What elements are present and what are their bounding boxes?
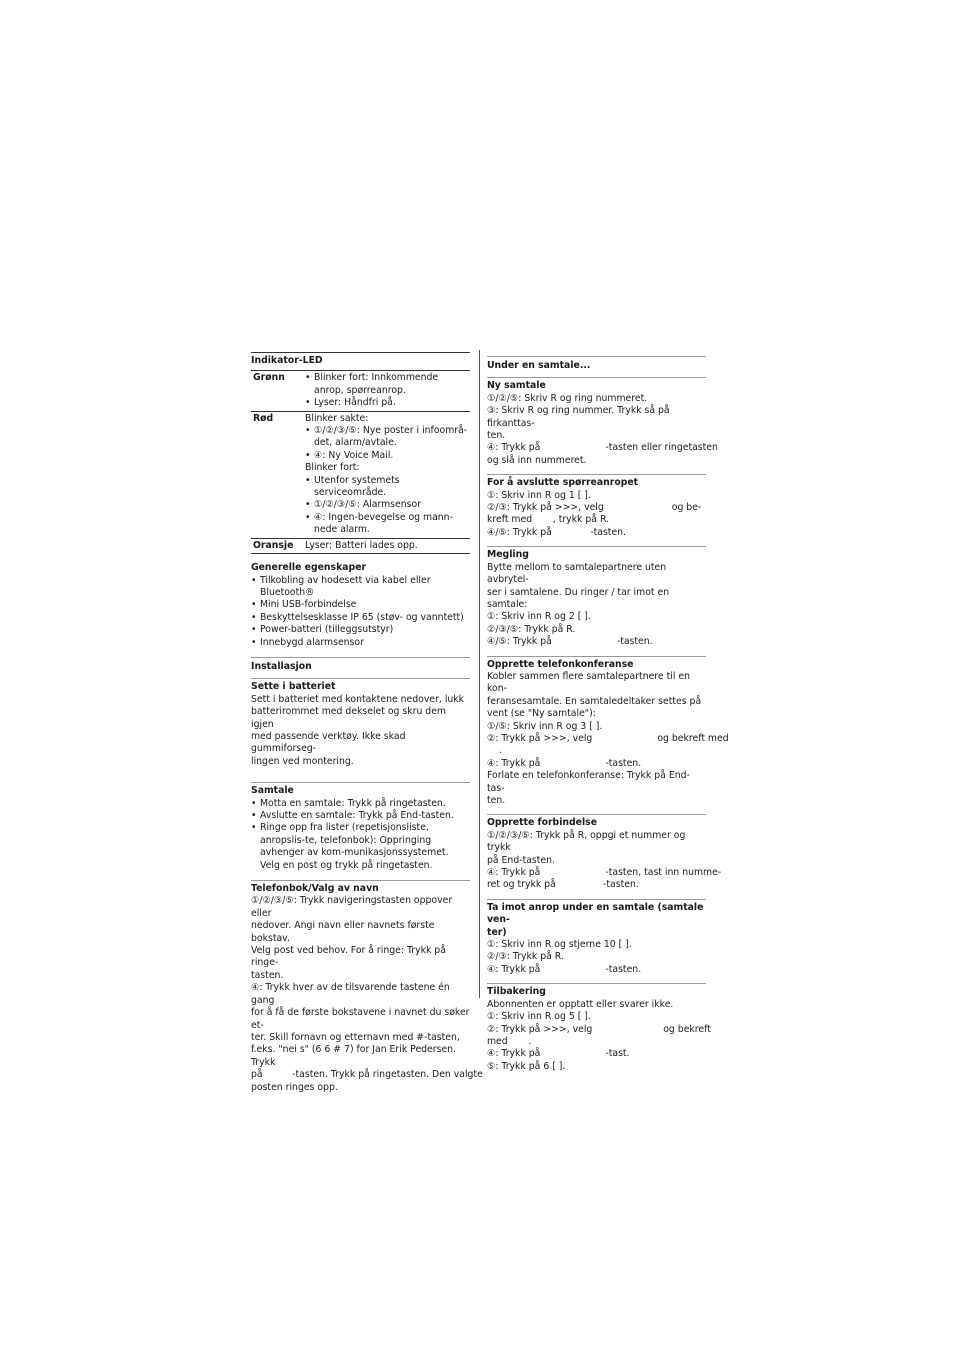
text-line: ten.: [487, 795, 506, 806]
text-line: ①: Skriv inn R og stjerne 10 [ ].: [487, 939, 632, 951]
text-line: Velg post ved behov. For å ringe: Trykk på ringe-: [251, 945, 446, 969]
endinquiry-section: [487, 474, 706, 539]
endinquiry-title: For å avslutte spørreanropet: [487, 477, 639, 489]
text-line: ①: Skriv inn R og 2 [ ].: [487, 611, 591, 623]
waiting-title: Ta imot anrop under en samtale (samtale ven-: [487, 901, 704, 926]
list-item: • Motta en samtale: Trykk på ringetasten.: [251, 798, 470, 810]
installation-section: [251, 657, 470, 673]
text-line: ④: Trykk på -tasten, tast inn numme-: [487, 867, 722, 879]
led-item: • Utenfor systemets serviceområde.: [305, 475, 470, 500]
led-row-green: [251, 371, 470, 411]
text-line: og slå inn nummeret.: [487, 454, 587, 466]
led-row-orange: [251, 538, 470, 553]
calls-title: Samtale: [251, 785, 294, 797]
text-line: posten ringes opp.: [251, 1081, 338, 1093]
text-line: kreft med , trykk på R.: [487, 514, 610, 526]
newcall-section: [487, 377, 718, 467]
waiting-section: [487, 899, 706, 976]
text-line: ser i samtalene. Du ringer / tar imot en samtale:: [487, 586, 670, 610]
text-line: ter. Skill fornavn og etternavn med #-tasten,: [251, 1031, 460, 1043]
text-line: ④: Trykk på -tasten eller ringetasten: [487, 442, 718, 454]
led-item: • ④: Ingen-bevegelse og mann-nede alarm.: [305, 512, 470, 537]
callback-section: [487, 983, 711, 1073]
calls-section: [251, 782, 470, 872]
text-line: ⑤: Trykk på 6 [ ].: [487, 1060, 566, 1072]
text-line: med passende verktøy. Ikke skad gummiforseg-: [251, 730, 406, 755]
text-line: ③: Skriv R og ring nummer. Trykk så på firkanttas-: [487, 405, 670, 429]
calls-list: [251, 798, 470, 872]
led-title: Indikator-LED: [251, 355, 323, 366]
text-line: ④: Trykk på -tasten.: [487, 963, 642, 975]
text-line: på -tasten. Trykk på ringetasten. Den valgte: [251, 1069, 483, 1081]
led-item: • ①/②/③/⑤: Nye poster i infoområ-det, alarm/avtale.: [305, 425, 470, 450]
led-value: [303, 538, 470, 553]
text-line: Forlate en telefonkonferanse: Trykk på End-tas-: [487, 770, 690, 794]
list-item: • Power-batteri (tilleggsutstyr): [251, 624, 470, 636]
text-line: ①: Skriv inn R og 1 [ ].: [487, 489, 591, 501]
newcall-title: Ny samtale: [487, 380, 546, 392]
text-line: på End-tasten.: [487, 854, 555, 866]
text-line: ret og trykk på -tasten.: [487, 879, 639, 891]
list-item: • Avslutte en samtale: Trykk på End-tasten.: [251, 810, 470, 822]
text-line: nedover. Angi navn eller navnets første bokstav.: [251, 920, 435, 944]
text-line: feransesamtale. En samtaledeltaker settes på: [487, 695, 702, 707]
battery-section: [251, 678, 470, 768]
text-line: ②: Trykk på >>>, velg og bekreft med: [487, 732, 729, 744]
list-item: • Mini USB-forbindelse: [251, 599, 470, 611]
list-item: • Innebygd alarmsensor: [251, 637, 470, 649]
led-text: Blinker sakte:: [305, 412, 369, 424]
brokering-section: [487, 546, 706, 648]
column-divider: [479, 350, 480, 998]
during-section: [487, 356, 706, 372]
brokering-title: Megling: [487, 549, 529, 561]
text-line: ④/⑤: Trykk på -tasten.: [487, 526, 627, 538]
text-line: ①/⑤: Skriv inn R og 3 [ ].: [487, 720, 603, 732]
led-key: Rød: [253, 412, 274, 424]
text-line: ④: Trykk på -tast.: [487, 1048, 630, 1060]
led-text: Blinker fort:: [305, 462, 360, 474]
text-line: ②/③: Trykk på R.: [487, 951, 564, 963]
general-list: [251, 575, 470, 649]
text-line: ②: Trykk på >>>, velg og bekreft: [487, 1023, 711, 1035]
led-item: • Lyser: Håndfri på.: [305, 397, 470, 409]
led-table: [251, 370, 470, 554]
text-line: f.eks. "nei s" (6 6 # 7) for Jan Erik Pedersen. Trykk: [251, 1044, 457, 1068]
installation-title: Installasjon: [251, 660, 312, 672]
led-key: Grønn: [253, 372, 285, 384]
text-line: for å få de første bokstavene i navnet du søker et-: [251, 1007, 470, 1031]
text-line: ①/②/③/⑤: Trykk på R, oppgi et nummer og trykk: [487, 829, 686, 854]
led-value: [303, 371, 470, 411]
text-line: ①/②/③/⑤: Trykk navigeringstasten oppover eller: [251, 895, 453, 919]
text-line: .: [487, 745, 502, 757]
conference-title: Opprette telefonkonferanse: [487, 658, 634, 670]
text-line: ④/⑤: Trykk på -tasten.: [487, 636, 653, 648]
led-item: • Blinker fort: Innkommende anrop, spørreanrop.: [305, 372, 470, 397]
text-line: Abonnenten er opptatt eller svarer ikke.: [487, 998, 674, 1010]
led-value: [303, 411, 470, 538]
left-column: [251, 352, 483, 1101]
text-line: vent (se "Ny samtale"):: [487, 708, 596, 720]
text-line: Sett i batteriet med kontaktene nedover, lukk: [251, 693, 465, 705]
text-line: lingen ved montering.: [251, 755, 354, 767]
text-line: Kobler sammen flere samtalepartnere til en kon-: [487, 670, 690, 695]
text-line: tasten.: [251, 969, 284, 981]
list-item: • Beskyttelsesklasse IP 65 (støv- og vanntett): [251, 612, 470, 624]
text-line: ④: Trykk på -tasten.: [487, 757, 642, 769]
led-section: [251, 352, 470, 554]
led-key: Oransje: [253, 539, 294, 551]
led-item: • ④: Ny Voice Mail.: [305, 450, 470, 462]
list-item: • Tilkobling av hodesett via kabel eller Bluetooth®: [251, 575, 470, 600]
list-item: • Ringe opp fra lister (repetisjonsliste, anropslis-te, telefonbok): Oppringing avhenger av kom-munikasjonssystemet. Velg en post og trykk på ringetasten.: [251, 822, 470, 872]
phonebook-title: Telefonbok/Valg av navn: [251, 883, 379, 895]
connect-section: [487, 814, 722, 891]
battery-title: Sette i batteriet: [251, 681, 336, 693]
waiting-title: ter): [487, 926, 507, 938]
text-line: ④: Trykk hver av de tilsvarende tastene én gang: [251, 982, 450, 1006]
text-line: Bytte mellom to samtalepartnere uten avbrytel-: [487, 561, 667, 586]
led-row-red: [251, 411, 470, 538]
text-line: ②/③: Trykk på >>>, velg og be-: [487, 502, 702, 514]
led-text: Lyser: Batteri lades opp.: [305, 539, 418, 551]
text-line: ①/②/⑤: Skriv R og ring nummeret.: [487, 392, 648, 404]
general-section: [251, 562, 470, 649]
during-title: Under en samtale...: [487, 360, 591, 371]
general-title: Generelle egenskaper: [251, 562, 367, 574]
text-line: ten.: [487, 430, 506, 442]
callback-title: Tilbakering: [487, 986, 546, 998]
connect-title: Opprette forbindelse: [487, 817, 597, 829]
text-line: batterirommet med dekselet og skru dem igjen: [251, 706, 446, 730]
text-line: ②/③/⑤: Trykk på R.: [487, 623, 576, 635]
right-column: [487, 356, 729, 1080]
phonebook-section: [251, 880, 483, 1094]
text-line: ①: Skriv inn R og 5 [ ].: [487, 1011, 591, 1023]
text-line: med .: [487, 1035, 532, 1047]
led-item: • ①/②/③/⑤: Alarmsensor: [305, 499, 470, 511]
conference-section: [487, 656, 729, 808]
